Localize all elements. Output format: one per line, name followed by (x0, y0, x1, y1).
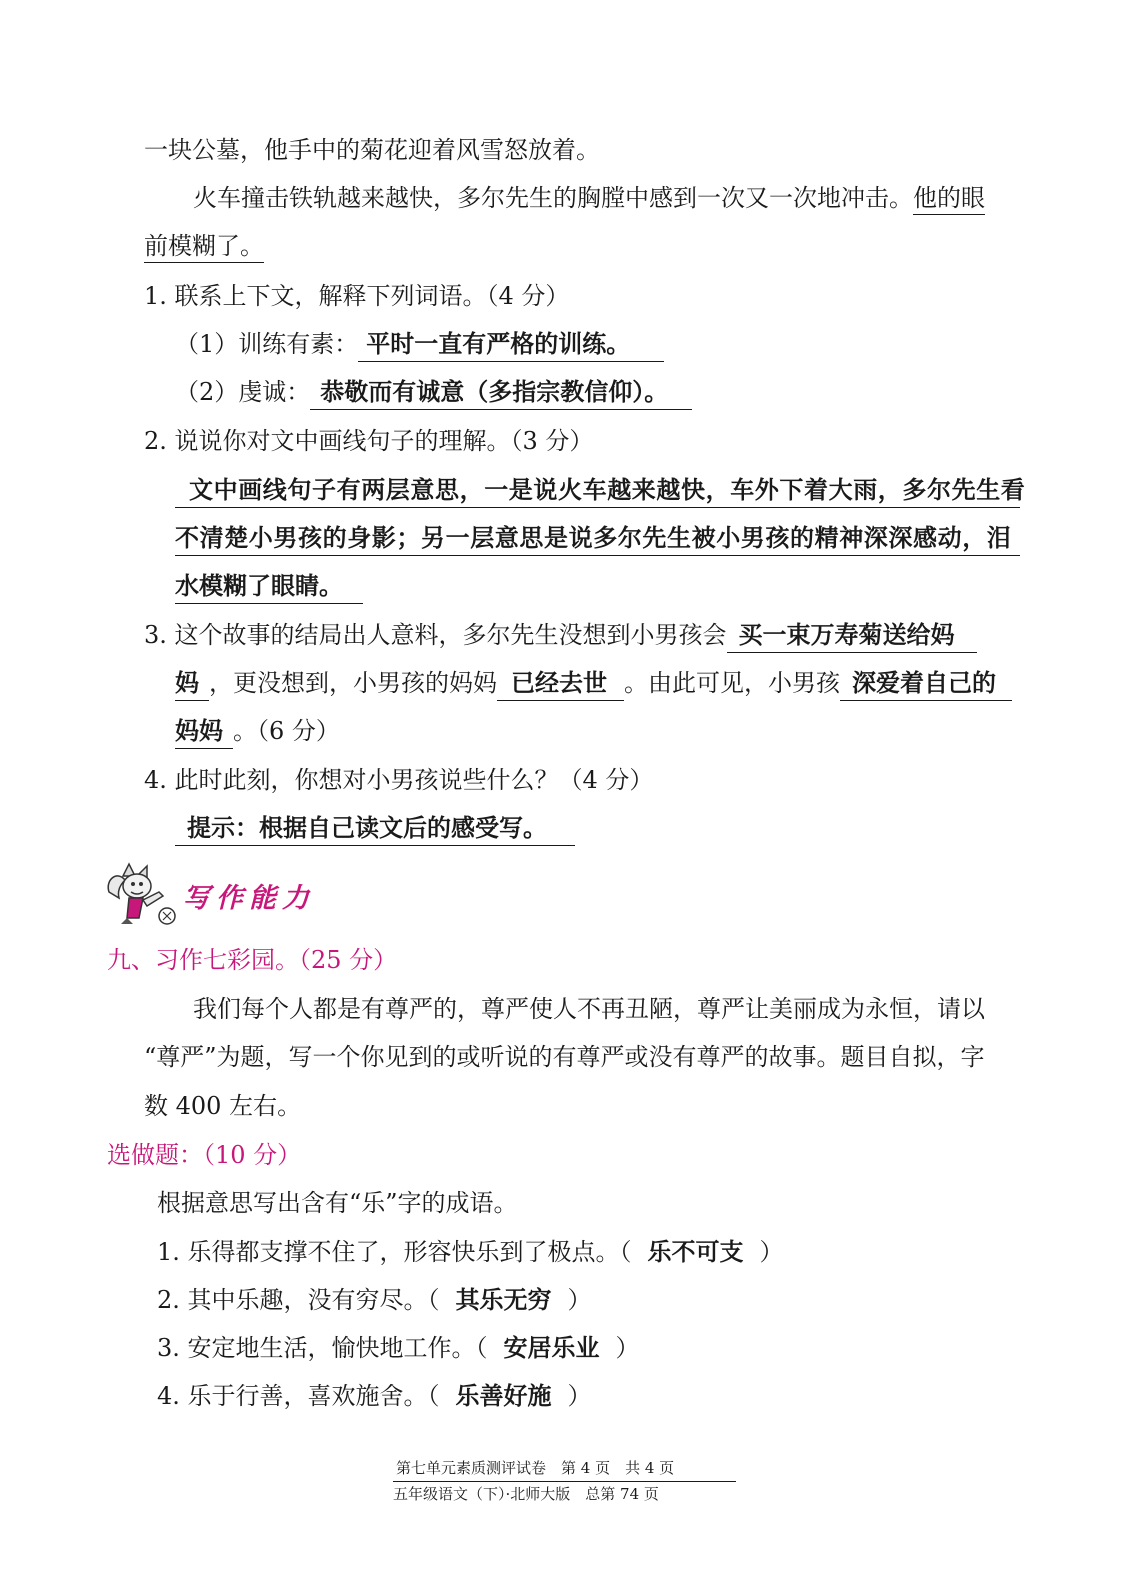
question-3-text: ，更没想到，小男孩的妈妈 (209, 669, 497, 697)
optional-answer: 安居乐业 (503, 1334, 600, 1362)
question-4-answer-line (175, 812, 575, 846)
passage-text: 火车撞击铁轨越来越快，多尔先生的胸膛中感到一次又一次地冲击。 (193, 184, 913, 212)
question-3-answer-3-end: 妈妈 (175, 715, 233, 749)
question-4-stem: 4. 此时此刻，你想对小男孩说些什么？（4 分） (144, 766, 654, 794)
question-1-b (175, 376, 692, 410)
question-3-answer-1-end: 妈 (175, 667, 209, 701)
optional-question: 1. 乐得都支撑不住了，形容快乐到了极点。（ (157, 1238, 632, 1266)
writing-section-badge: 写作能力 (183, 883, 315, 914)
optional-question: 3. 安定地生活，愉快地工作。（ (157, 1334, 488, 1362)
passage-line-3 (144, 230, 264, 263)
optional-intro: 根据意思写出含有“乐”字的成语。 (157, 1189, 518, 1217)
optional-question: 4. 乐于行善，喜欢施舍。（ (157, 1382, 440, 1410)
optional-question: 2. 其中乐趣，没有穷尽。（ (157, 1286, 440, 1314)
passage-line-1: 一块公墓，他手中的菊花迎着风雪怒放着。 (144, 136, 600, 164)
question-3-text: 。由此可见，小男孩 (624, 669, 840, 697)
question-2-answer-line-3 (175, 570, 363, 604)
footer-divider (393, 1481, 736, 1482)
fox-mascot-icon (103, 862, 183, 926)
question-4-answer: 提示：根据自己读文后的感受写。 (175, 812, 575, 846)
optional-item-4 (157, 1380, 592, 1412)
optional-item-1 (157, 1236, 784, 1268)
optional-item-3 (157, 1332, 640, 1364)
question-1-b-answer: 恭敬而有诚意（多指宗教信仰）。 (310, 376, 692, 410)
optional-answer: 乐善好施 (455, 1382, 552, 1410)
answer-text: 水模糊了眼睛。 (175, 570, 363, 604)
question-3-text: 3. 这个故事的结局出人意料，多尔先生没想到小男孩会 (144, 621, 727, 649)
optional-paren: ） (615, 1334, 640, 1362)
question-2-answer-line-1 (175, 474, 1026, 508)
underlined-sentence-start: 他的眼 (913, 182, 985, 215)
question-2-answer-line-2 (175, 522, 1020, 556)
question-3-line-2 (175, 667, 1012, 701)
answer-text: 文中画线句子有两层意思，一是说火车越来越快，车外下着大雨，多尔先生看 (175, 474, 1020, 508)
question-1-stem: 1. 联系上下文，解释下列词语。（4 分） (144, 282, 570, 310)
optional-title: 选做题：（10 分） (107, 1141, 302, 1169)
section-9-line-2: “尊严”为题，写一个你见到的或听说的有尊严或没有尊严的故事。题目自拟，字 (144, 1043, 985, 1071)
question-3-answer-2: 已经去世 (497, 667, 624, 701)
optional-paren: ） (567, 1286, 592, 1314)
footer-page-info: 第七单元素质测评试卷 第 4 页 共 4 页 (396, 1459, 675, 1477)
section-9-title: 九、习作七彩园。（25 分） (107, 946, 398, 974)
optional-answer: 乐不可支 (647, 1238, 744, 1266)
question-3-answer-3: 深爱着自己的 (840, 667, 1012, 701)
optional-item-2 (157, 1284, 592, 1316)
passage-line-2 (193, 182, 985, 215)
section-9-line-1: 我们每个人都是有尊严的，尊严使人不再丑陋，尊严让美丽成为永恒，请以 (193, 995, 985, 1023)
question-3-answer-1: 买一束万寿菊送给妈 (727, 619, 977, 653)
question-3-line-3 (175, 715, 340, 749)
footer-book-info: 五年级语文（下）·北师大版 总第 74 页 (393, 1485, 659, 1503)
question-1-a (175, 328, 664, 362)
optional-answer: 其乐无穷 (455, 1286, 552, 1314)
optional-paren: ） (759, 1238, 784, 1266)
underlined-sentence-end: 前模糊了。 (144, 230, 264, 263)
question-3-text: 。（6 分） (233, 717, 340, 745)
answer-text: 不清楚小男孩的身影；另一层意思是说多尔先生被小男孩的精神深深感动，泪 (175, 522, 1020, 556)
question-2-stem: 2. 说说你对文中画线句子的理解。（3 分） (144, 427, 594, 455)
question-1-a-answer: 平时一直有严格的训练。 (358, 328, 664, 362)
optional-paren: ） (567, 1382, 592, 1410)
question-1-a-label: （1）训练有素： (175, 330, 359, 358)
question-1-b-label: （2）虔诚： (175, 378, 311, 406)
section-9-line-3: 数 400 左右。 (144, 1092, 302, 1120)
question-3-line-1 (144, 619, 977, 653)
